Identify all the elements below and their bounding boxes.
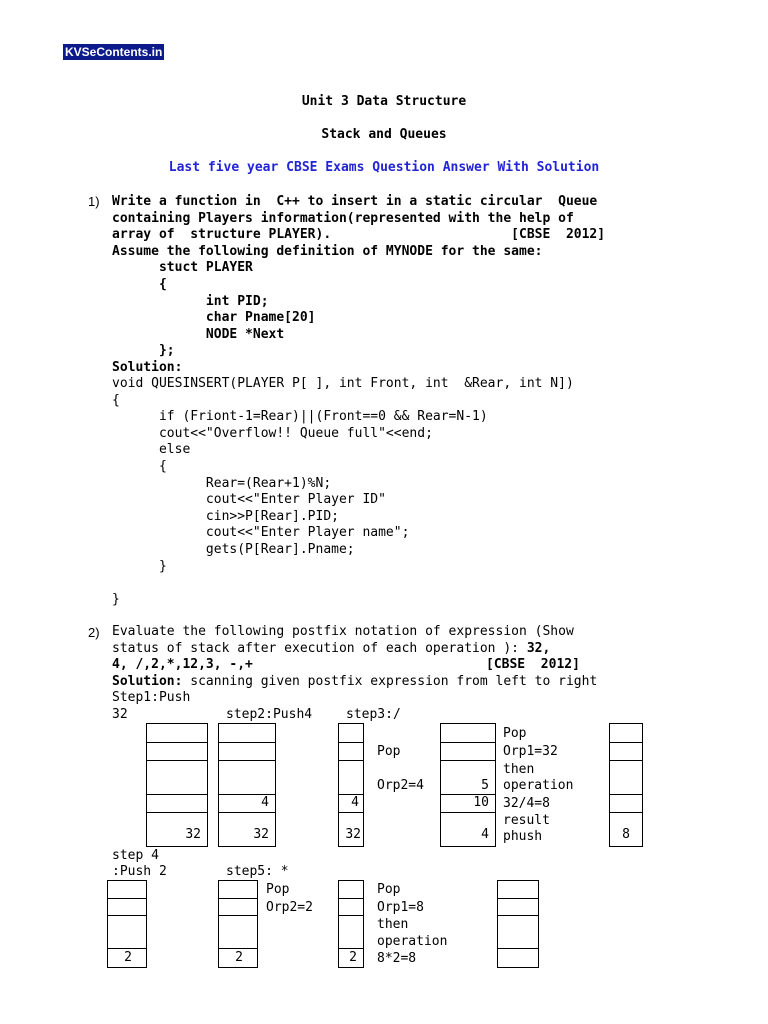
code-line: cin>>P[Rear].PID; <box>112 508 339 524</box>
question-1-line: Solution: <box>112 360 183 375</box>
stack-step-3 <box>338 723 364 847</box>
question-1-number: 1) <box>88 194 100 209</box>
step-1-value: 32 <box>112 707 128 722</box>
stack-cell-value: 32 <box>253 827 269 842</box>
stack-step-3-pop <box>440 723 496 847</box>
question-1-line: Write a function in C++ to insert in a static circular Queue <box>112 194 598 209</box>
stack-cell-value: 2 <box>124 950 132 965</box>
document-subtitle: Stack and Queues <box>321 127 447 142</box>
line-2-text: status of stack after execution of each operation ): <box>112 641 527 656</box>
stack-step-5 <box>218 880 258 968</box>
stack-cell-value: 8 <box>622 827 630 842</box>
expr-label-1: 32/4=8 <box>503 796 550 811</box>
stack-cell-value: 32 <box>345 827 361 842</box>
step-2-label: step2:Push4 <box>226 707 313 722</box>
question-2-line-1: Evaluate the following postfix notation of expression (Show <box>112 624 574 639</box>
stack-cell-value: 10 <box>473 795 489 810</box>
code-line: else <box>112 442 191 458</box>
phush-label: phush <box>503 829 543 844</box>
stack-step-4 <box>107 880 147 968</box>
code-line: { <box>112 459 167 474</box>
question-1-line: char Pname[20] <box>112 310 316 326</box>
expr-label-2: 8*2=8 <box>377 951 417 966</box>
then-label-2: then <box>377 917 409 932</box>
code-line: cout<<"Enter Player name"; <box>112 525 410 541</box>
stack-cell-value: 5 <box>481 778 489 793</box>
stack-cell-value: 4 <box>351 795 359 810</box>
step-4-label: step 4 <box>112 848 159 863</box>
question-1-line: int PID; <box>112 293 269 309</box>
pop-label-3: Pop <box>266 882 290 897</box>
question-1-line: }; <box>112 343 175 359</box>
question-2-cbse-tag: [CBSE 2012] <box>486 657 580 672</box>
code-line: void QUESINSERT(PLAYER P[ ], int Front, int &Rear, int N]) <box>112 376 574 391</box>
brand-badge: KVSeContents.in <box>65 45 163 59</box>
question-1-line: array of structure PLAYER). [CBSE 2012] <box>112 227 606 243</box>
stack-cell-value: 2 <box>349 950 357 965</box>
step-3-label: step3:/ <box>346 707 401 722</box>
code-line: cout<<"Enter Player ID" <box>112 492 386 508</box>
orp2-4-label: Orp2=4 <box>377 778 424 793</box>
push-2-label: :Push 2 <box>112 864 167 879</box>
stack-cell-value: 4 <box>481 827 489 842</box>
code-line: Rear=(Rear+1)%N; <box>112 475 332 491</box>
stack-step-3-result <box>609 723 643 847</box>
code-line: if (Friont-1=Rear)||(Front==0 && Rear=N-1) <box>112 409 488 425</box>
pop-label-4: Pop <box>377 882 401 897</box>
solution-text: scanning given postfix expression from left to right <box>182 674 598 689</box>
orp1-32-label: Orp1=32 <box>503 744 558 759</box>
line-2-value: 32, <box>526 641 551 656</box>
stack-step-5-result <box>497 880 539 968</box>
code-line: { <box>112 392 120 408</box>
solution-label: Solution: <box>112 674 183 689</box>
operation-label-2: operation <box>377 934 448 949</box>
then-label-1: then <box>503 762 535 777</box>
result-label: result <box>503 813 550 828</box>
stack-step-5-pop <box>338 880 364 968</box>
operation-label-1: operation <box>503 778 574 793</box>
orp2-2-label: Orp2=2 <box>266 900 313 915</box>
question-1-line: containing Players information(represented with the help of <box>112 210 574 226</box>
code-line: gets(P[Rear].Pname; <box>112 542 355 557</box>
question-1-line: Assume the following definition of MYNODE for the same: <box>112 243 543 259</box>
question-1-line: NODE *Next <box>112 326 285 342</box>
stack-cell-value: 4 <box>261 795 269 810</box>
pop-label-1: Pop <box>377 744 401 759</box>
stack-step-2 <box>218 723 276 847</box>
question-1-line: { <box>112 277 167 292</box>
question-2-line-3: 4, /,2,*,12,3, -,+ <box>112 657 253 672</box>
question-1-line: stuct PLAYER <box>112 260 253 276</box>
step-5-label: step5: * <box>226 864 289 879</box>
step-1-label: Step1:Push <box>112 690 191 705</box>
document-title: Unit 3 Data Structure <box>301 94 467 109</box>
code-line: } <box>112 558 167 574</box>
section-heading: Last five year CBSE Exams Question Answer With Solution <box>168 160 600 175</box>
stack-cell-value: 2 <box>235 950 243 965</box>
orp1-8-label: Orp1=8 <box>377 900 424 915</box>
question-2-line-2 <box>112 641 550 657</box>
question-2-solution <box>112 674 597 690</box>
code-line: } <box>112 591 120 607</box>
stack-cell-value: 32 <box>185 827 201 842</box>
question-2-number: 2) <box>88 625 100 640</box>
pop-label-2: Pop <box>503 726 527 741</box>
code-line: cout<<"Overflow!! Queue full"<<end; <box>112 425 433 441</box>
stack-step-1 <box>146 723 208 847</box>
